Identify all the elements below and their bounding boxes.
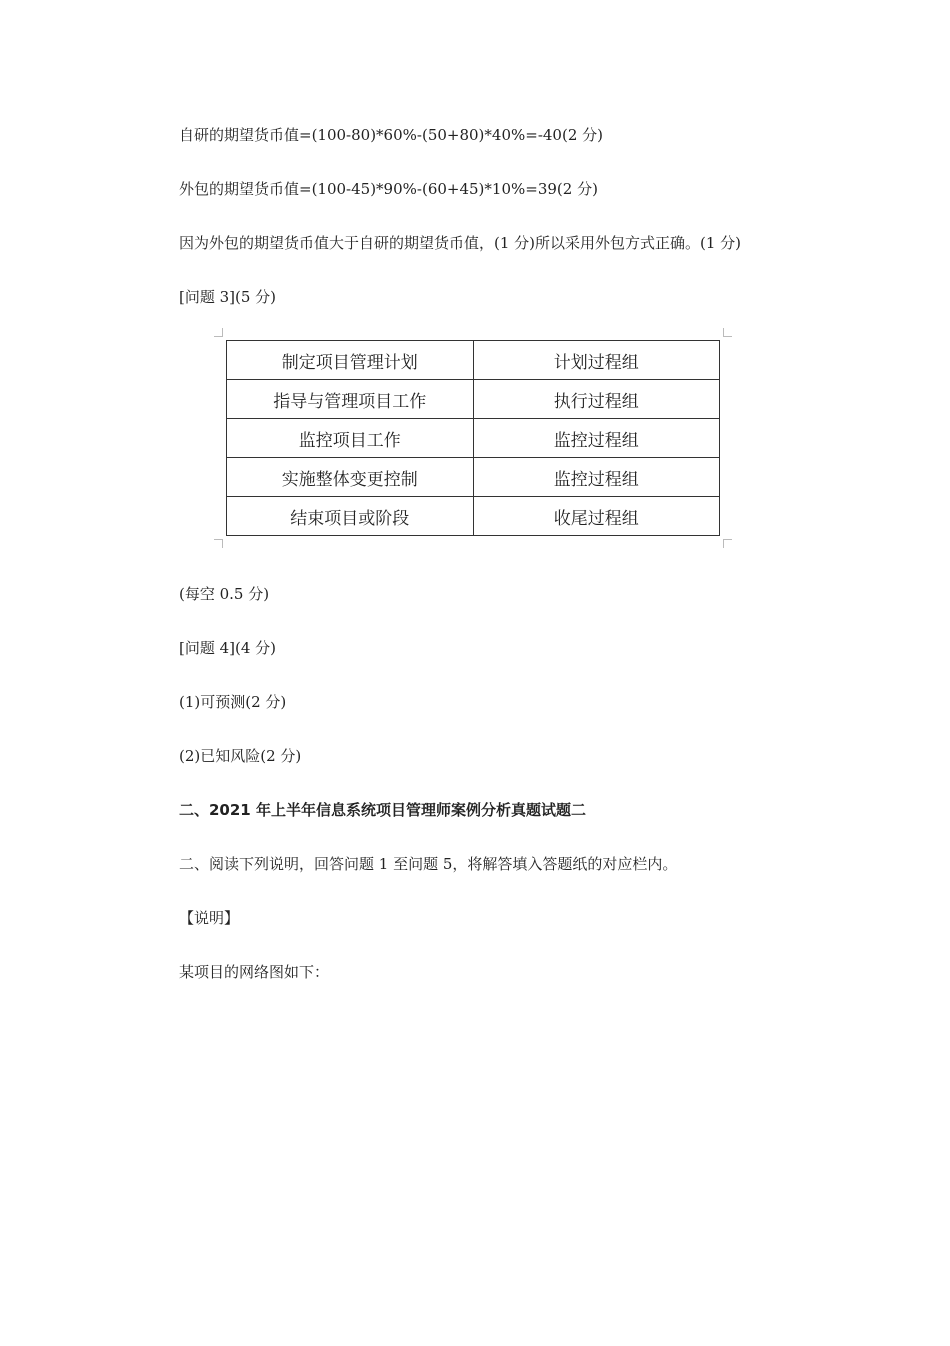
- crop-mark-top-left: [214, 328, 223, 337]
- process-group-cell: 监控过程组: [473, 419, 720, 458]
- process-cell: 结束项目或阶段: [227, 497, 474, 536]
- emv-outsourced-line: 外包的期望货币值=(100-45)*90%-(60+45)*10%=39(2 分): [179, 180, 598, 198]
- process-cell: 指导与管理项目工作: [227, 380, 474, 419]
- process-group-cell: 监控过程组: [473, 458, 720, 497]
- table-row: [227, 497, 720, 536]
- table-row: [227, 341, 720, 380]
- conclusion-line: 因为外包的期望货币值大于自研的期望货币值，(1 分)所以采用外包方式正确。(1 分): [179, 234, 742, 252]
- process-group-cell: 收尾过程组: [473, 497, 720, 536]
- process-cell: 监控项目工作: [227, 419, 474, 458]
- crop-mark-bottom-left: [214, 539, 223, 548]
- question-3-heading: [问题 3](5 分): [179, 288, 277, 306]
- table-row: [227, 419, 720, 458]
- emv-self-developed-line: 自研的期望货币值=(100-80)*60%-(50+80)*40%=-40(2 分): [179, 126, 603, 144]
- instructions-line: 二、阅读下列说明，回答问题 1 至问题 5，将解答填入答题纸的对应栏内。: [179, 855, 678, 873]
- crop-mark-top-right: [723, 328, 732, 337]
- answer-1-line: (1)可预测(2 分): [179, 693, 287, 711]
- process-cell: 实施整体变更控制: [227, 458, 474, 497]
- process-group-table: [226, 340, 720, 536]
- process-group-table-wrapper: [226, 340, 720, 536]
- process-group-cell: 计划过程组: [473, 341, 720, 380]
- process-group-cell: 执行过程组: [473, 380, 720, 419]
- section-heading: 二、2021 年上半年信息系统项目管理师案例分析真题试题二: [179, 801, 586, 819]
- table-row: [227, 380, 720, 419]
- explanation-heading: 【说明】: [179, 909, 240, 927]
- question-4-heading: [问题 4](4 分): [179, 639, 277, 657]
- network-diagram-intro: 某项目的网络图如下：: [179, 963, 330, 981]
- answer-2-line: (2)已知风险(2 分): [179, 747, 302, 765]
- scoring-note: (每空 0.5 分): [179, 585, 270, 603]
- table-row: [227, 458, 720, 497]
- crop-mark-bottom-right: [723, 539, 732, 548]
- process-cell: 制定项目管理计划: [227, 341, 474, 380]
